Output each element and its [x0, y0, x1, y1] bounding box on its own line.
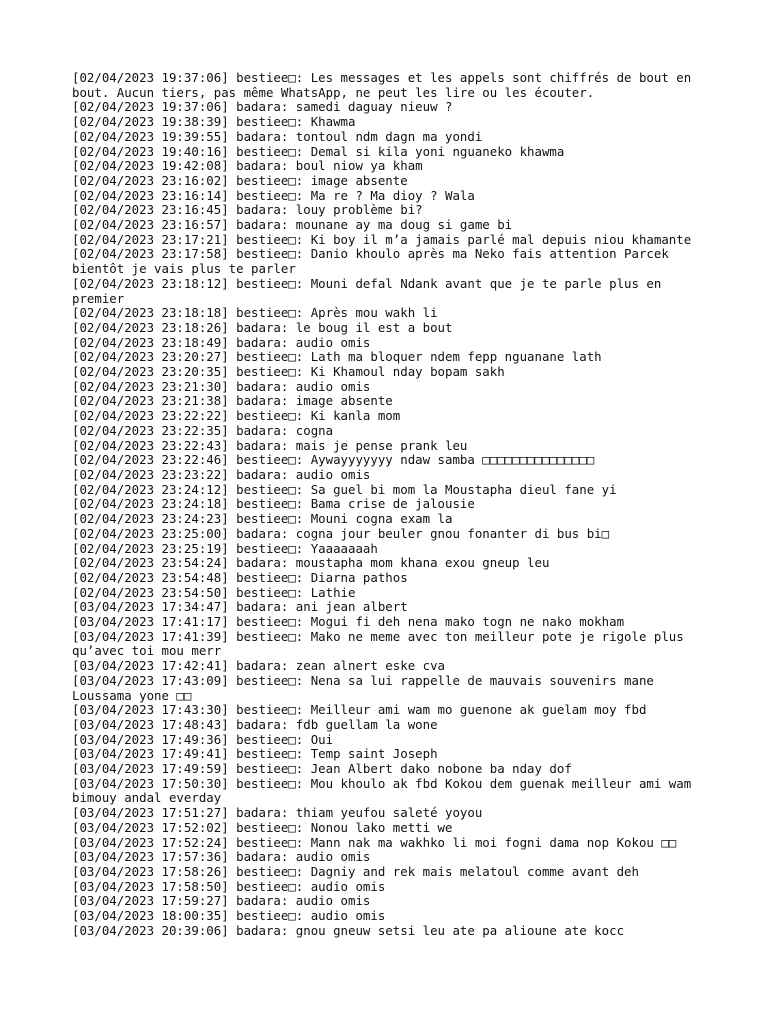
- chat-message-line: [03/04/2023 17:43:09] bestiee□: Nena sa lui rappelle de mauvais souvenirs mane Loussama yone □□: [72, 672, 662, 703]
- chat-message-line: [03/04/2023 17:52:02] bestiee□: Nonou lako metti we: [72, 819, 453, 835]
- chat-message-line: [02/04/2023 19:42:08] badara: boul niow ya kham: [72, 158, 423, 174]
- chat-message-line: [02/04/2023 19:39:55] badara: tontoul ndm dagn ma yondi: [72, 128, 483, 144]
- chat-message-line: [02/04/2023 23:16:45] badara: louy problème bi?: [72, 202, 423, 218]
- chat-message-line: [02/04/2023 23:20:35] bestiee□: Ki Khamoul nday bopam sakh: [72, 364, 505, 380]
- chat-message-line: [02/04/2023 23:25:19] bestiee□: Yaaaaaaah: [72, 540, 378, 556]
- chat-message-line: [03/04/2023 17:34:47] badara: ani jean albert: [72, 599, 408, 615]
- chat-message-line: [02/04/2023 23:17:58] bestiee□: Danio khoulo après ma Neko fais attention Parcek bientôt je vais plus te parler: [72, 246, 677, 277]
- chat-message-line: [03/04/2023 17:41:17] bestiee□: Mogui fi deh nena mako togn ne nako mokham: [72, 614, 625, 630]
- chat-message-line: [02/04/2023 23:16:57] badara: mounane ay ma doug si game bi: [72, 217, 513, 233]
- chat-message-line: [03/04/2023 17:58:26] bestiee□: Dagniy and rek mais melatoul comme avant deh: [72, 863, 639, 879]
- chat-message-line: [02/04/2023 23:24:12] bestiee□: Sa guel bi mom la Moustapha dieul fane yi: [72, 481, 617, 497]
- chat-message-line: [02/04/2023 23:54:24] badara: moustapha mom khana exou gneup leu: [72, 555, 550, 571]
- chat-message-line: [02/04/2023 23:17:21] bestiee□: Ki boy il m’a jamais parlé mal depuis niou khamante: [72, 231, 692, 247]
- chat-message-line: [03/04/2023 17:58:50] bestiee□: audio omis: [72, 878, 386, 894]
- chat-message-line: [03/04/2023 17:43:30] bestiee□: Meilleur ami wam mo guenone ak guelam moy fbd: [72, 702, 647, 718]
- chat-message-line: [03/04/2023 17:49:36] bestiee□: Oui: [72, 731, 334, 747]
- chat-message-line: [02/04/2023 19:40:16] bestiee□: Demal si kila yoni nguaneko khawma: [72, 143, 565, 159]
- chat-message-line: [02/04/2023 23:18:49] badara: audio omis: [72, 334, 371, 350]
- chat-log-document: [72, 71, 702, 938]
- chat-message-line: [02/04/2023 23:25:00] badara: cogna jour beuler gnou fonanter di bus bi□: [72, 525, 610, 541]
- chat-message-line: [02/04/2023 23:18:26] badara: le boug il est a bout: [72, 319, 453, 335]
- chat-message-line: [02/04/2023 19:37:06] bestiee□: Les messages et les appels sont chiffrés de bout en bout. Aucun tiers, pas même WhatsApp, ne peut les lire ou les écouter.: [72, 70, 699, 100]
- chat-message-line: [02/04/2023 23:54:48] bestiee□: Diarna pathos: [72, 569, 408, 585]
- chat-message-line: [02/04/2023 23:21:30] badara: audio omis: [72, 378, 371, 394]
- chat-message-line: [02/04/2023 23:24:18] bestiee□: Bama crise de jalousie: [72, 496, 475, 512]
- chat-message-line: [02/04/2023 23:54:50] bestiee□: Lathie: [72, 584, 356, 600]
- chat-message-line: [02/04/2023 23:18:18] bestiee□: Après mou wakh li: [72, 305, 438, 321]
- chat-message-line: [02/04/2023 19:38:39] bestiee□: Khawma: [72, 114, 356, 130]
- chat-message-line: [03/04/2023 18:00:35] bestiee□: audio omis: [72, 908, 386, 924]
- chat-message-line: [02/04/2023 23:18:12] bestiee□: Mouni defal Ndank avant que je te parle plus en premier: [72, 275, 669, 306]
- chat-message-line: [02/04/2023 23:22:22] bestiee□: Ki kanla mom: [72, 408, 401, 424]
- chat-message-line: [03/04/2023 17:49:41] bestiee□: Temp saint Joseph: [72, 746, 438, 762]
- chat-message-line: [03/04/2023 17:42:41] badara: zean alnert eske cva: [72, 658, 445, 674]
- chat-message-line: [02/04/2023 23:23:22] badara: audio omis: [72, 466, 371, 482]
- chat-message-line: [03/04/2023 17:50:30] bestiee□: Mou khoulo ak fbd Kokou dem guenak meilleur ami wam bimouy andal everday: [72, 775, 699, 806]
- chat-message-line: [02/04/2023 23:22:46] bestiee□: Aywayyyyyyy ndaw samba □□□□□□□□□□□□□□□: [72, 452, 595, 468]
- chat-message-line: [03/04/2023 17:51:27] badara: thiam yeufou saleté yoyou: [72, 805, 483, 821]
- chat-message-line: [02/04/2023 23:21:38] badara: image absente: [72, 393, 393, 409]
- chat-message-line: [03/04/2023 20:39:06] badara: gnou gneuw setsi leu ate pa alioune ate kocc: [72, 922, 625, 938]
- chat-message-line: [02/04/2023 23:22:43] badara: mais je pense prank leu: [72, 437, 468, 453]
- chat-message-line: [02/04/2023 23:20:27] bestiee□: Lath ma bloquer ndem fepp nguanane lath: [72, 349, 602, 365]
- chat-message-line: [02/04/2023 19:37:06] badara: samedi daguay nieuw ?: [72, 99, 453, 115]
- chat-message-line: [03/04/2023 17:49:59] bestiee□: Jean Albert dako nobone ba nday dof: [72, 761, 572, 777]
- chat-message-line: [03/04/2023 17:41:39] bestiee□: Mako ne meme avec ton meilleur pote je rigole plus qu’avec toi mou merr: [72, 628, 692, 659]
- chat-message-line: [03/04/2023 17:52:24] bestiee□: Mann nak ma wakhko li moi fogni dama nop Kokou □□: [72, 834, 677, 850]
- chat-message-line: [02/04/2023 23:24:23] bestiee□: Mouni cogna exam la: [72, 511, 453, 527]
- chat-message-line: [03/04/2023 17:59:27] badara: audio omis: [72, 893, 371, 909]
- chat-message-line: [03/04/2023 17:57:36] badara: audio omis: [72, 849, 371, 865]
- chat-message-line: [02/04/2023 23:16:14] bestiee□: Ma re ? Ma dioy ? Wala: [72, 187, 475, 203]
- chat-message-line: [02/04/2023 23:22:35] badara: cogna: [72, 422, 334, 438]
- chat-message-line: [02/04/2023 23:16:02] bestiee□: image absente: [72, 172, 408, 188]
- chat-message-line: [03/04/2023 17:48:43] badara: fdb guellam la wone: [72, 716, 438, 732]
